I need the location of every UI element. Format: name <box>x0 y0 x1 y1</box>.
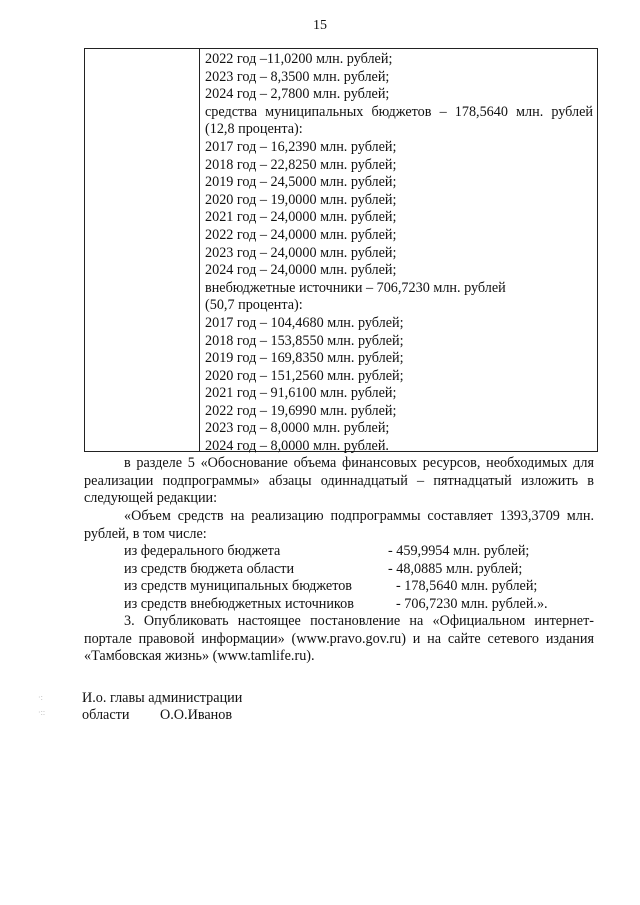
table-column-divider <box>199 49 200 451</box>
source-value: - 459,9954 млн. рублей; <box>388 543 530 559</box>
scan-speck: ·:: <box>38 708 46 717</box>
scan-speck: ·: <box>38 693 43 702</box>
signature-title: И.о. главы администрации <box>82 690 243 706</box>
table-line: 2018 год – 153,8550 млн. рублей; <box>205 332 404 349</box>
source-value: - 48,0885 млн. рублей; <box>388 561 523 577</box>
table-line: 2022 год – 24,0000 млн. рублей; <box>205 226 397 243</box>
table-line: 2020 год – 151,2560 млн. рублей; <box>205 367 404 384</box>
section-five-paragraph: в разделе 5 «Обоснование объема финансовых ресурсов, необходимых для реализации подпрограммы» абзацы одиннадцатый – пятнадцатый изложить в следующей редакции: <box>84 455 594 506</box>
publication-paragraph: 3. Опубликовать настоящее постановление на «Официальном интернет-портале правовой информации» (www.pravo.gov.ru) и на сайте сетевого издания «Тамбовская жизнь» (www.tamlife.ru). <box>84 613 594 664</box>
table-line: 2023 год – 8,0000 млн. рублей; <box>205 420 390 437</box>
table-line: 2019 год – 24,5000 млн. рублей; <box>205 174 397 191</box>
source-label: из средств бюджета области <box>124 561 295 577</box>
table-line: 2017 год – 104,4680 млн. рублей; <box>205 314 404 331</box>
page-number: 15 <box>313 18 327 33</box>
table-line: 2021 год – 91,6100 млн. рублей; <box>205 385 397 402</box>
table-line: 2019 год – 169,8350 млн. рублей; <box>205 350 404 367</box>
table-line: 2023 год – 8,3500 млн. рублей; <box>205 68 390 85</box>
source-label: из средств муниципальных бюджетов <box>124 578 353 594</box>
table-line: 2024 год – 24,0000 млн. рублей; <box>205 262 397 279</box>
table-line: средства муниципальных бюджетов – 178,5640 млн. рублей (12,8 процента): <box>205 103 593 138</box>
signature-org: области <box>82 707 130 723</box>
table-line: 2022 год – 19,6990 млн. рублей; <box>205 402 397 419</box>
table-line: внебюджетные источники – 706,7230 млн. рублей <box>205 279 506 296</box>
signature-name: О.О.Иванов <box>160 707 233 723</box>
financing-table <box>84 48 598 455</box>
funding-volume-paragraph: «Объем средств на реализацию подпрограммы составляет 1393,3709 млн. рублей, в том числе: <box>84 508 594 542</box>
table-line: 2020 год – 19,0000 млн. рублей; <box>205 191 397 208</box>
table-line: 2021 год – 24,0000 млн. рублей; <box>205 209 397 226</box>
source-label: из средств внебюджетных источников <box>124 596 354 612</box>
source-label: из федерального бюджета <box>124 543 281 559</box>
table-line: (50,7 процента): <box>205 297 303 314</box>
table-line: 2023 год – 24,0000 млн. рублей; <box>205 244 397 261</box>
table-line: 2024 год – 8,0000 млн. рублей. <box>205 438 389 455</box>
source-value: - 706,7230 млн. рублей.». <box>396 596 548 612</box>
table-line: 2018 год – 22,8250 млн. рублей; <box>205 156 397 173</box>
table-line: 2017 год – 16,2390 млн. рублей; <box>205 138 397 155</box>
table-right-cell <box>205 51 593 456</box>
table-line: 2024 год – 2,7800 млн. рублей; <box>205 86 390 103</box>
table-line: 2022 год –11,0200 млн. рублей; <box>205 51 393 67</box>
source-value: - 178,5640 млн. рублей; <box>396 578 538 594</box>
